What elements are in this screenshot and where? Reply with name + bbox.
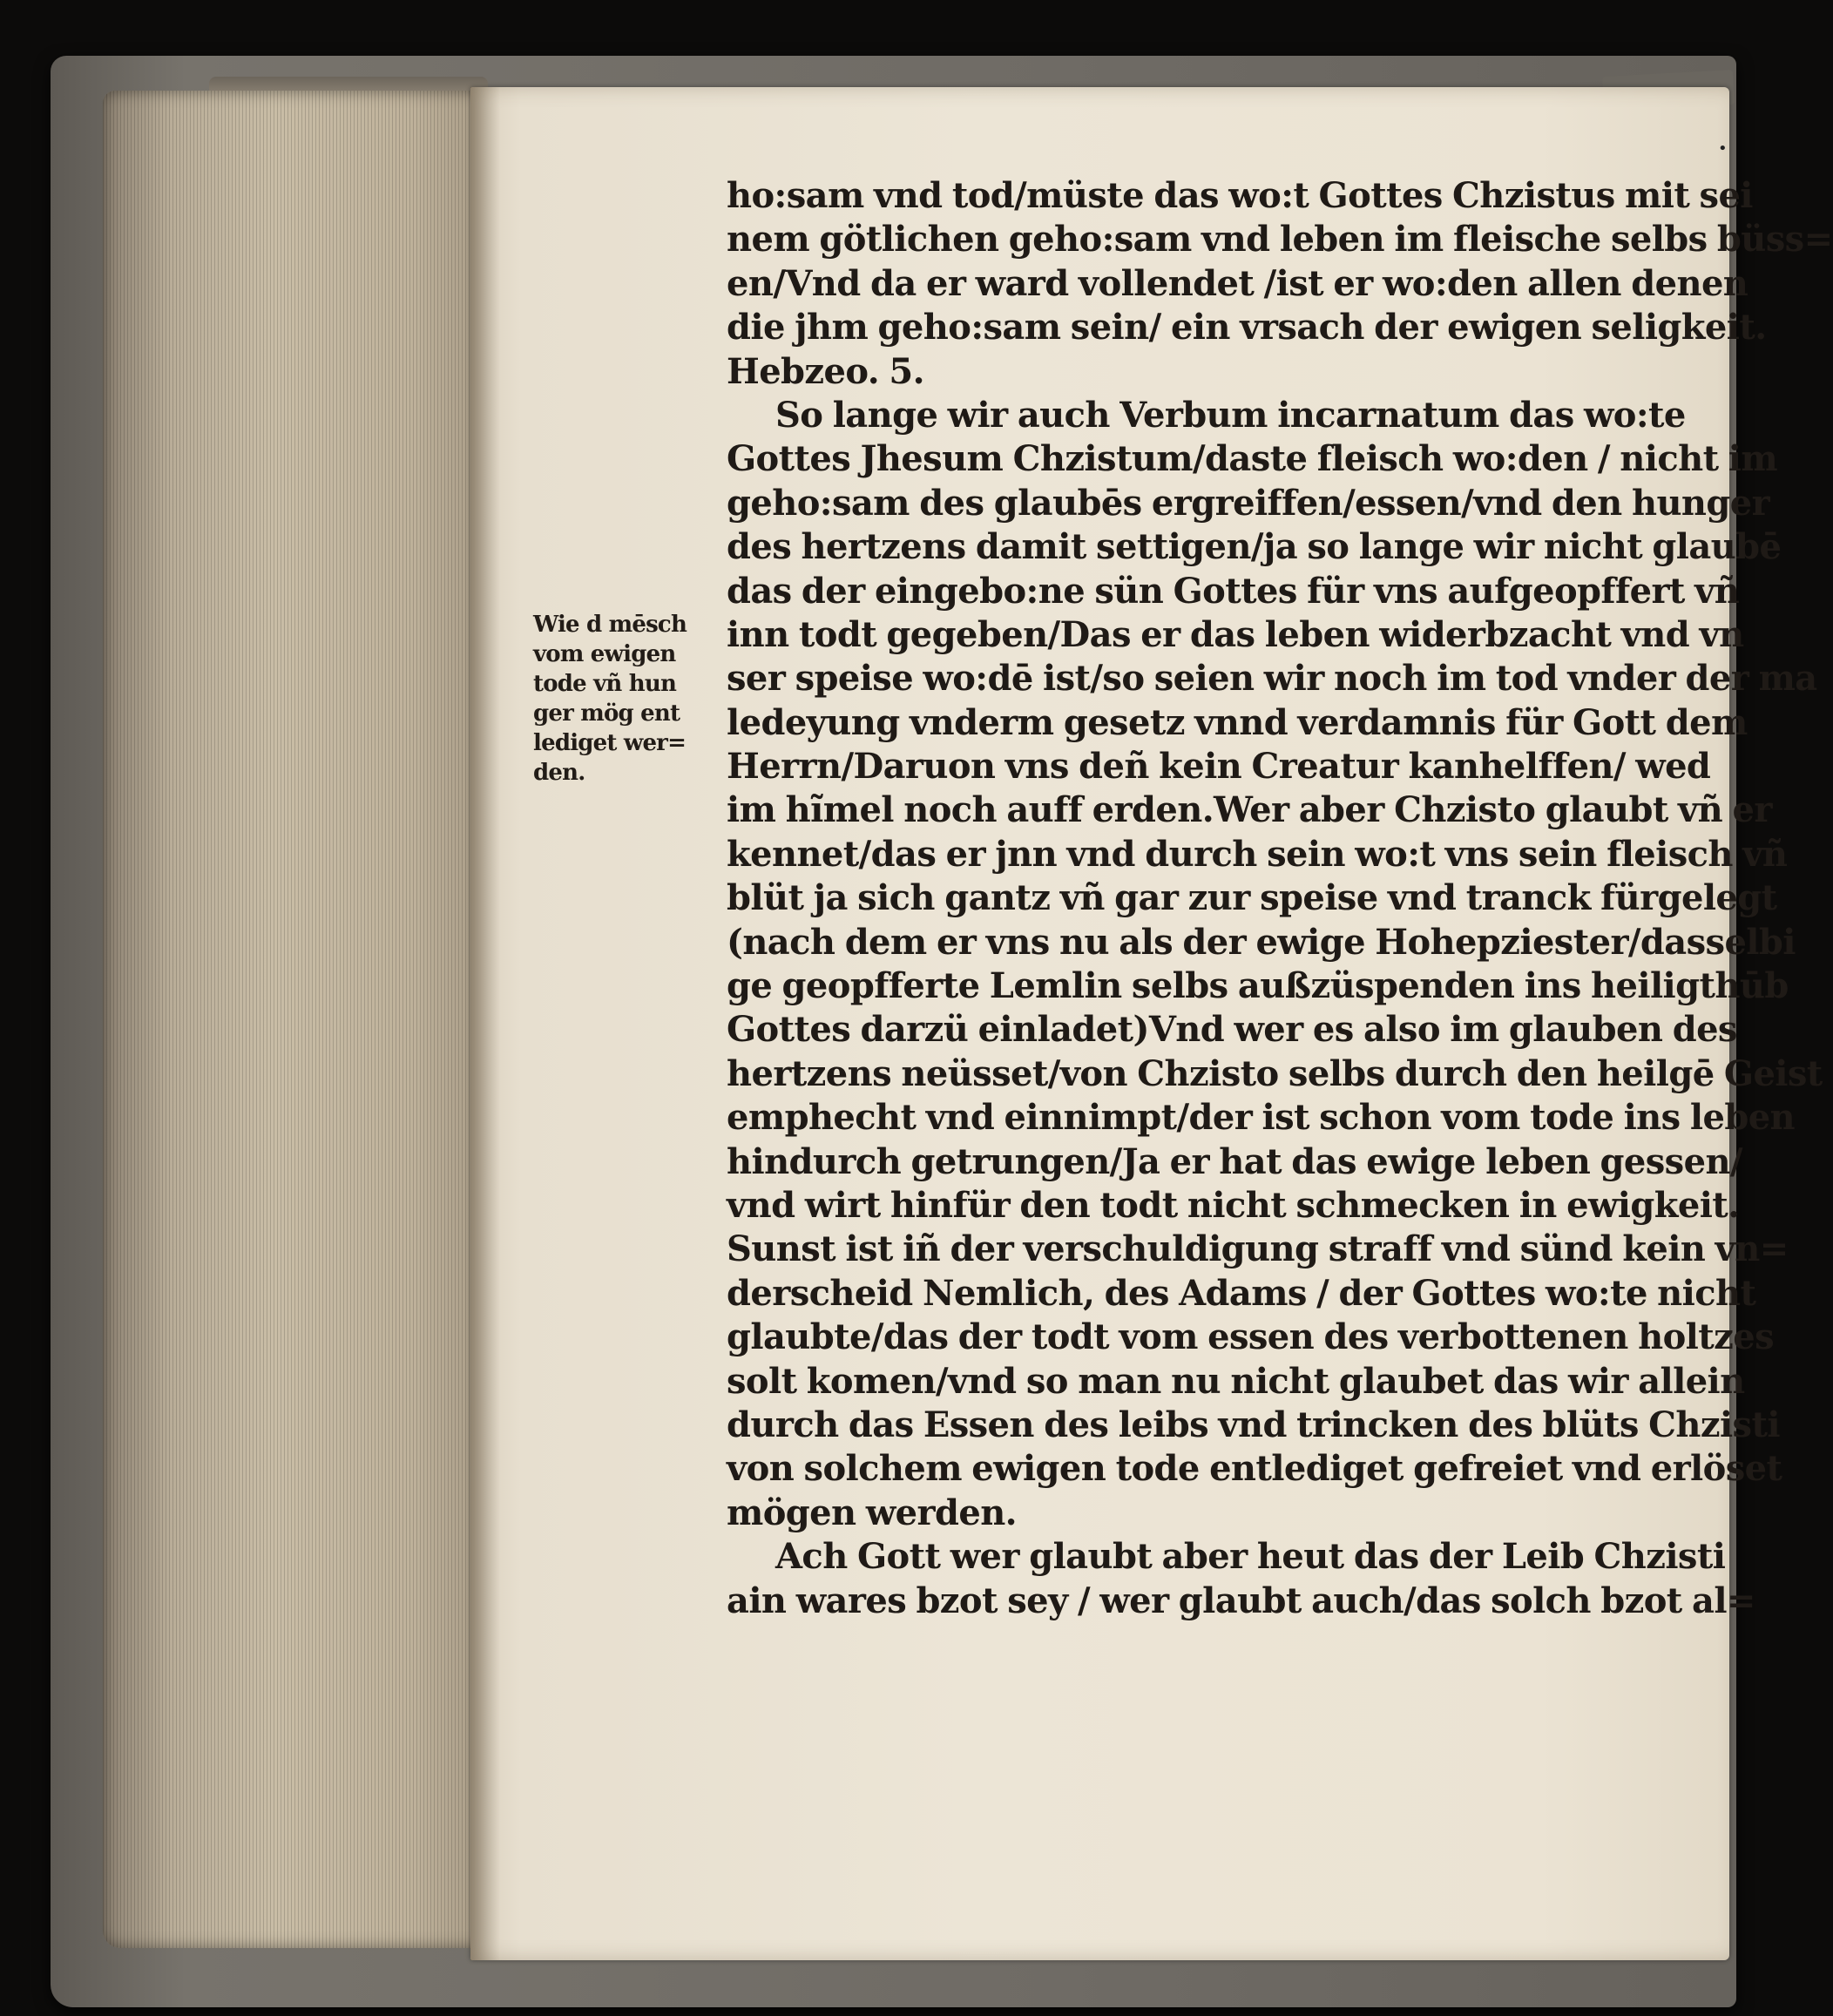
marginal-line: tode vñ hun xyxy=(533,671,677,697)
text-line: emphecht vnd einnimpt/der ist schon vom tode ins leben xyxy=(727,1097,1796,1139)
text-line: mögen werden. xyxy=(727,1492,1018,1533)
text-line: vnd wirt hinfür den todt nicht schmecken in ewigkeit. xyxy=(727,1184,1740,1226)
text-line: kennet/das er jnn vnd durch sein wo:t vns sein fleisch vñ xyxy=(727,833,1788,875)
text-line: Hebzeo. 5. xyxy=(727,350,924,392)
text-line: en/Vnd da er ward vollendet /ist er wo:den allen denen xyxy=(727,262,1748,304)
text-line: ge geopfferte Lemlin selbs außzüspenden ins heiligthūb xyxy=(727,965,1789,1007)
text-line: ho:sam vnd tod/müste das wo:t Gottes Chzistus mit sei xyxy=(727,175,1753,216)
marginal-line: Wie d mēsch xyxy=(533,612,687,638)
text-line: Sunst ist iñ der verschuldigung straff vnd sünd kein vn= xyxy=(727,1228,1789,1270)
text-line: inn todt gegeben/Das er das leben widerbzacht vnd vn xyxy=(727,613,1744,655)
text-line: durch das Essen des leibs vnd trincken des blüts Chzisti xyxy=(727,1404,1780,1445)
marginal-line: ger mög ent xyxy=(533,700,680,727)
text-line: die jhm geho:sam sein/ ein vrsach der ewigen seligkeit. xyxy=(727,307,1767,348)
text-line: von solchem ewigen tode entlediget gefreiet vnd erlöset xyxy=(727,1448,1782,1490)
page-edges-stack xyxy=(103,91,486,1948)
marginal-line: vom ewigen xyxy=(533,641,676,667)
marginal-line: den. xyxy=(533,760,585,786)
marginal-note xyxy=(533,610,718,788)
main-text-block xyxy=(727,174,1833,1623)
text-line: ledeyung vnderm gesetz vnnd verdamnis für Gott dem xyxy=(727,701,1748,743)
text-line: nem götlichen geho:sam vnd leben im fleische selbs büss= xyxy=(727,219,1833,260)
text-line: ser speise wo:dē ist/so seien wir noch im tod vnder der ma xyxy=(727,658,1817,700)
text-line: (nach dem er vns nu als der ewige Hohepziester/dasselbi xyxy=(727,921,1796,963)
text-line: blüt ja sich gantz vñ gar zur speise vnd tranck fürgelegt xyxy=(727,877,1777,919)
text-line: im hĩmel noch auff erden.Wer aber Chzisto glaubt vñ er xyxy=(727,789,1772,831)
text-line: Gottes Jhesum Chzistum/daste fleisch wo:den / nicht im xyxy=(727,438,1778,480)
gutter-shadow xyxy=(470,87,500,1960)
text-line: hertzens neüsset/von Chzisto selbs durch den heilgē Geist xyxy=(727,1052,1823,1094)
text-line: glaubte/das der todt vom essen des verbottenen holtzes xyxy=(727,1316,1774,1358)
text-line: des hertzens damit settigen/ja so lange wir nicht glaubē xyxy=(727,526,1782,568)
text-line: Gottes darzü einladet)Vnd wer es also im glauben des xyxy=(727,1009,1737,1051)
text-line: Herrn/Daruon vns deñ kein Creatur kanhelffen/ wed xyxy=(727,746,1711,788)
text-line: ain wares bzot sey / wer glaubt auch/das solch bzot al= xyxy=(727,1580,1755,1621)
text-line: So lange wir auch Verbum incarnatum das wo:te xyxy=(775,394,1686,436)
marginal-line: lediget wer= xyxy=(533,730,687,756)
corner-mark: • xyxy=(1718,139,1728,158)
text-line: hindurch getrungen/Ja er hat das ewige leben gessen/ xyxy=(727,1140,1742,1182)
text-line: Ach Gott wer glaubt aber heut das der Leib Chzisti xyxy=(775,1536,1726,1578)
text-line: solt komen/vnd so man nu nicht glaubet das wir allein xyxy=(727,1360,1745,1402)
text-line: geho:sam des glaubēs ergreiffen/essen/vnd den hunger xyxy=(727,482,1770,524)
text-line: derscheid Nemlich, des Adams / der Gottes wo:te nicht xyxy=(727,1272,1756,1314)
text-line: das der eingebo:ne sün Gottes für vns aufgeopffert vñ xyxy=(727,570,1740,612)
